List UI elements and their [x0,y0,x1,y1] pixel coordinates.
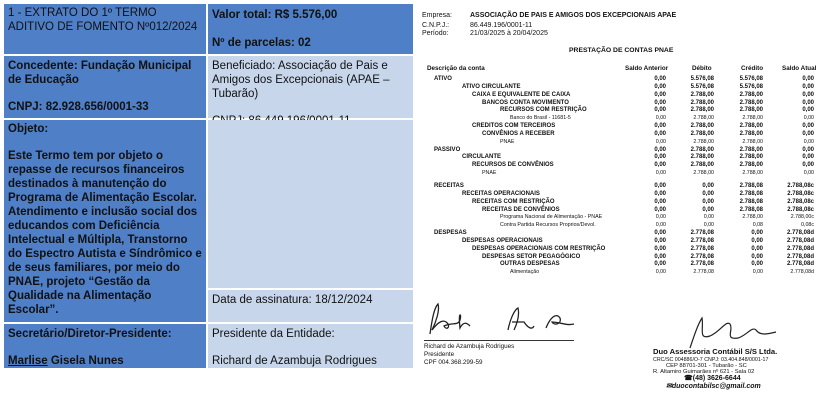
row-credito: 0,00 [751,230,763,237]
row-label: Contra Partida Recursos Proprios/Devol. [500,222,596,229]
row-label: Banco do Brasil - 11681-5 [510,115,571,122]
row-credito: 2.788,00 [739,130,763,137]
row-credito: 0,08 [752,222,763,229]
signature-line [424,340,574,341]
cnpj-value: 86.449.196/0001-11 [470,22,533,29]
empresa-value: ASSOCIAÇÃO DE PAIS E AMIGOS DOS EXCEPCIONAIS APAE [470,12,677,19]
row-label: RECEITAS DE CONVÊNIOS [482,206,560,213]
row-credito: 2.788,08 [739,198,763,205]
row-saldo-atual: 2.788,08c [787,190,814,197]
row-label: CIRCULANTE [462,154,501,161]
row-credito: 2.788,00 [742,138,763,145]
valor-total: Valor total: R$ 5.576,00 [212,9,338,21]
row-debito: 2.788,00 [690,91,714,98]
row-label: CONVÊNIOS A RECEBER [482,130,555,137]
objeto-text: Este Termo tem por objeto o repasse de recursos financeiros destinados à manutenção do Programa de Alimentação Escolar. Atendimento e inclusão social dos educandos com Deficiência Intelectual e Múltipla, Transtorno do Espectro Autista e Síndrômico e de seus familiares, por meio do PNAE, projeto “Gestão da Qualidade na Alimentação Escolar”. [8,150,202,316]
row-saldo-anterior: 0,00 [654,107,666,114]
report-row [422,246,824,254]
row-saldo-atual: 2.788,08c [787,182,814,189]
objeto-right-cell [208,120,413,288]
row-saldo-atual: 0,00 [802,107,814,114]
row-credito: 5.576,08 [739,83,763,90]
presidente-name: Richard de Azambuja Rodrigues [212,355,377,367]
row-saldo-anterior: 0,00 [654,83,666,90]
row-saldo-atual: 0,00 [802,83,814,90]
report-row [422,183,824,191]
report-row [422,269,824,277]
row-saldo-atual: 0,00 [803,138,814,145]
row-credito: 2.788,00 [739,154,763,161]
row-credito: 2.788,00 [742,214,763,221]
row-saldo-atual: 0,00 [802,130,814,137]
periodo-value: 21/03/2025 à 20/04/2025 [470,30,548,37]
header-credito: Crédito [741,65,764,72]
row-label: DESPESAS SETOR PEGAGÓGICO [482,253,581,260]
objeto-label: Objeto: [8,123,49,135]
row-credito: 5.576,08 [739,76,763,82]
row-label: RECEITAS [434,182,464,189]
row-saldo-anterior: 0,00 [655,214,666,221]
row-debito: 2.788,00 [690,146,714,153]
row-credito: 0,00 [751,261,763,268]
row-saldo-atual: 2.778,08d [786,261,814,268]
row-saldo-anterior: 0,00 [654,123,666,130]
objeto-cell [4,120,206,322]
presidente-label: Presidente da Entidade: [212,328,335,340]
row-saldo-anterior: 0,00 [654,253,666,260]
row-debito: 2.788,00 [693,170,714,177]
row-saldo-atual: 0,00 [802,162,814,169]
data-assinatura-cell [208,290,413,322]
row-saldo-anterior: 0,00 [654,237,666,244]
row-label: RECEITAS OPERACIONAIS [462,190,540,197]
row-credito: 2.788,08 [739,182,763,189]
row-saldo-anterior: 0,00 [654,76,666,82]
row-credito: 2.788,00 [739,107,763,114]
row-saldo-atual: 0,00 [802,99,814,106]
row-saldo-atual: 2.778,08d [786,253,814,260]
report-row [422,84,824,92]
row-saldo-atual: 2.778,08d [786,230,814,237]
stamp-crc: CRC/SC 004886/O-7 CNPJ: 03.404.848/0001-17 [653,357,769,363]
row-saldo-atual: 2.778,08d [786,237,814,244]
extract-title-cell [4,4,206,54]
report-row [422,131,824,139]
row-saldo-anterior: 0,00 [654,130,666,137]
secretario-cell [4,324,206,368]
row-saldo-atual: 0,00 [802,76,814,82]
row-saldo-atual: 0,00 [802,154,814,161]
row-debito: 2.788,00 [690,154,714,161]
row-saldo-anterior: 0,00 [654,99,666,106]
parcelas: Nº de parcelas: 02 [212,37,311,49]
row-debito: 0,00 [702,182,714,189]
row-debito: 0,00 [703,214,714,221]
secretario-name-rest: Gisela Nunes [47,355,124,367]
secretario-name [8,354,202,368]
row-label: Alimentação [510,269,540,276]
row-label: ATIVO [434,76,452,82]
report-row [422,230,824,238]
report-row [422,238,824,246]
stamp-phone-text: (48) 3626-6644 [692,375,741,382]
row-saldo-anterior: 0,00 [655,115,666,122]
row-saldo-anterior: 0,00 [654,230,666,237]
row-debito: 2.778,08 [690,230,714,237]
row-debito: 2.788,00 [690,107,714,114]
row-saldo-atual: 0,00 [802,123,814,130]
extract-title: 1 - EXTRATO DO 1º TERMO ADITIVO DE FOMENTO Nº012/2024 [8,7,198,33]
row-credito: 0,00 [752,269,763,276]
row-saldo-atual: 0,08c [801,222,814,229]
email-icon: ✉ [666,383,672,390]
stamp-email-text: duocontabilsc@gmail.com [671,383,761,390]
row-label: CAIXA E EQUIVALENTE DE CAIXA [472,91,571,98]
row-label: BANCOS CONTA MOVIMENTO [482,99,569,106]
stamp-email [666,383,761,391]
row-saldo-anterior: 0,00 [654,91,666,98]
row-label: Programa Nacional de Alimentação - PNAE [500,214,603,221]
extract-table [4,4,413,368]
row-saldo-anterior: 0,00 [654,162,666,169]
periodo-label: Período: [422,30,449,37]
secretario-label: Secretário/Diretor-Presidente: [8,328,172,340]
row-saldo-atual: 0,00 [802,91,814,98]
stamp-address: R. Altamiro Guimarães nº 621 - Sala 02 [653,369,755,375]
secretario-name-first: Marlise [8,355,48,367]
row-label: OUTRAS DESPESAS [500,261,560,268]
row-debito: 2.788,00 [690,99,714,106]
row-debito: 2.788,00 [693,115,714,122]
report-row [422,147,824,155]
row-credito: 2.788,08 [739,206,763,213]
row-saldo-anterior: 0,00 [654,245,666,252]
row-label: ATIVO CIRCULANTE [462,83,521,90]
row-debito: 2.778,08 [690,261,714,268]
beneficiado: Beneficiado: Associação de Pais e Amigos dos Excepcionais (APAE – Tubarão) [212,60,390,100]
report-row [422,191,824,199]
report-row [422,199,824,207]
report-row [422,107,824,115]
row-label: PNAE [500,138,515,145]
signer-role: Presidente [424,351,455,358]
concedente: Concedente: Fundação Municipal de Educação [8,60,192,86]
row-saldo-atual: 2.788,00c [790,214,814,221]
header-saldo-anterior: Saldo Anterior [625,65,669,72]
row-debito: 2.778,08 [693,269,714,276]
row-label: RECURSOS COM RESTRIÇÃO [500,107,587,114]
row-saldo-anterior: 0,00 [654,154,666,161]
data-assinatura: Data de assinatura: 18/12/2024 [212,294,373,306]
row-saldo-atual: 0,00 [802,146,814,153]
row-saldo-atual: 0,00 [803,115,814,122]
row-label: DESPESAS OPERACIONAIS [462,237,543,244]
row-label: PNAE [482,170,497,177]
concedente-cell [4,56,206,118]
row-saldo-anterior: 0,00 [655,170,666,177]
report-row [422,115,824,123]
row-debito: 0,00 [702,206,714,213]
row-saldo-atual: 2.788,08c [787,206,814,213]
row-debito: 2.788,00 [690,130,714,137]
row-saldo-anterior: 0,00 [654,190,666,197]
row-saldo-atual: 0,00 [803,170,814,177]
report-row [422,222,824,230]
row-debito: 0,00 [703,222,714,229]
row-saldo-anterior: 0,00 [655,222,666,229]
row-credito: 2.788,00 [742,170,763,177]
empresa-label: Empresa: [422,12,452,19]
row-saldo-anterior: 0,00 [655,269,666,276]
stamp-cep: CEP 88701-301 - Tubarão - SC [666,363,747,369]
signature-mark [424,300,584,340]
row-saldo-anterior: 0,00 [655,138,666,145]
row-credito: 0,00 [751,237,763,244]
signer-name: Richard de Azambuja Rodrigues [424,343,515,350]
row-credito: 2.788,00 [739,146,763,153]
row-saldo-anterior: 0,00 [654,146,666,153]
row-debito: 0,00 [702,190,714,197]
row-credito: 2.788,08 [739,190,763,197]
report-row [422,92,824,100]
presidente-cell [208,324,413,368]
phone-icon: ☎ [684,375,693,382]
row-credito: 2.788,00 [739,123,763,130]
row-saldo-atual: 2.788,08c [787,198,814,205]
report-row [422,170,824,178]
row-saldo-anterior: 0,00 [654,198,666,205]
row-debito: 2.778,08 [690,245,714,252]
stamp-company: Duo Assessoria Contábil S/S Ltda. [653,347,778,356]
report-row [422,139,824,147]
row-credito: 2.788,00 [742,115,763,122]
report-rows [422,76,824,277]
row-label: RECURSOS DE CONVÊNIOS [472,162,554,169]
row-label: DESPESAS [434,230,467,237]
beneficiado-cell [208,56,413,118]
row-debito: 2.788,00 [693,138,714,145]
cnpj-concedente: CNPJ: 82.928.656/0001-33 [8,101,149,113]
row-credito: 2.788,00 [739,162,763,169]
report-row [422,123,824,131]
row-debito: 0,00 [702,198,714,205]
row-debito: 2.778,08 [690,237,714,244]
row-saldo-anterior: 0,00 [654,261,666,268]
row-debito: 5.576,08 [690,76,714,82]
report-row [422,162,824,170]
row-label: DESPESAS OPERACIONAIS COM RESTRIÇÃO [472,245,606,252]
row-credito: 2.788,00 [739,99,763,106]
header-debito: Débito [692,65,712,72]
header-descricao: Descrição da conta [427,65,485,72]
row-label: PASSIVO [434,146,461,153]
report-row [422,76,824,84]
row-debito: 2.788,00 [690,123,714,130]
row-label: CREDITOS COM TERCEIROS [472,123,556,130]
row-saldo-anterior: 0,00 [654,206,666,213]
report-row [422,254,824,262]
report-title: PRESTAÇÃO DE CONTAS PNAE [569,47,674,54]
report-row [422,261,824,269]
row-debito: 2.788,00 [690,162,714,169]
valor-total-cell [208,4,413,54]
cnpj-label: C.N.P.J.: [422,22,450,29]
row-debito: 2.778,08 [690,253,714,260]
signer-cpf: CPF 004.368.299-59 [424,359,483,366]
row-saldo-atual: 2.778,08d [786,245,814,252]
row-credito: 2.788,00 [739,91,763,98]
row-saldo-anterior: 0,00 [654,182,666,189]
row-debito: 5.576,08 [690,83,714,90]
row-credito: 0,00 [751,253,763,260]
row-label: RECEITAS COM RESTRIÇÃO [472,198,555,205]
report-row [422,207,824,215]
report-row [422,214,824,222]
stamp-phone [684,375,741,383]
row-saldo-atual: 2.778,08d [790,269,814,276]
row-credito: 0,00 [751,245,763,252]
report-row [422,100,824,108]
header-saldo-atual: Saldo Atual [782,65,817,72]
prestacao-contas-report [422,8,824,393]
